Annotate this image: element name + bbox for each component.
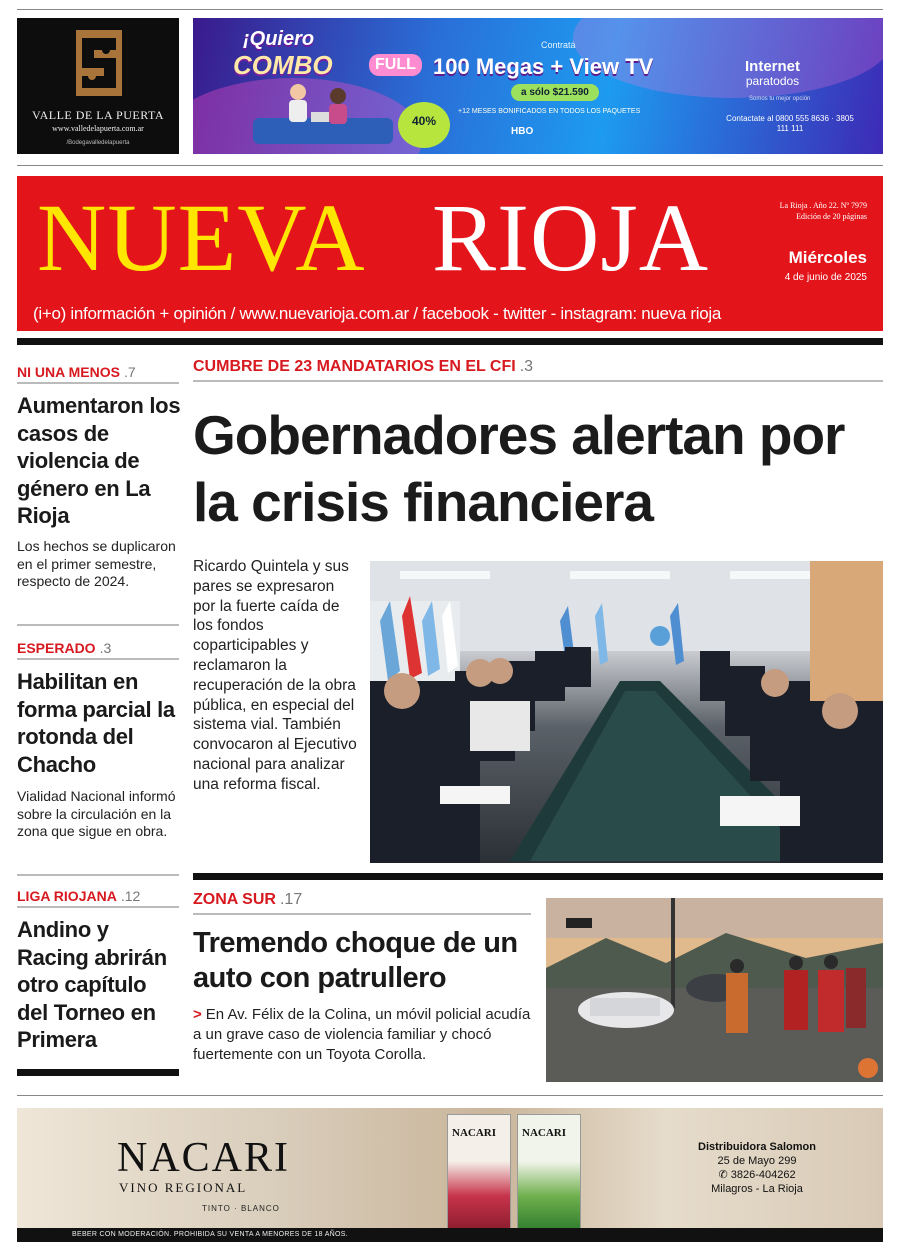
ad-contrata: Contratá <box>541 40 576 50</box>
kicker-rule <box>17 382 179 384</box>
kicker-rule <box>193 380 883 382</box>
people-on-couch-illustration <box>253 78 393 144</box>
main-kicker[interactable] <box>193 358 533 376</box>
kicker-text: NI UNA MENOS <box>17 364 120 380</box>
masthead-title-right: RIOJA <box>432 184 710 291</box>
valle-name: VALLE DE LA PUERTA <box>31 108 165 122</box>
distributor-info <box>657 1140 857 1196</box>
whatsapp-icon: ✆ <box>718 1169 728 1181</box>
rule <box>17 165 883 166</box>
section-bar <box>193 873 883 880</box>
edition-line-2: Edición de 20 páginas <box>796 212 867 221</box>
ad-full-badge: FULL <box>369 54 422 76</box>
section-rule <box>17 874 179 876</box>
red-wine-box <box>447 1114 511 1232</box>
masthead-tagline[interactable]: (i+o) información + opinión / www.nuevarioja.com.ar / facebook - twitter - instagram: nueva rioja <box>33 304 722 323</box>
masthead-title-left: NUEVA <box>37 184 366 291</box>
nacari-variety: TINTO · BLANCO <box>202 1204 280 1213</box>
rule <box>17 1095 883 1096</box>
nacari-wine-ad[interactable] <box>17 1108 883 1242</box>
ad-brand <box>745 60 800 88</box>
meeting-photo-icon <box>370 561 883 863</box>
ad-discount-badge: 40% <box>398 102 450 148</box>
kicker-page: .3 <box>99 640 112 656</box>
phone-number: 3826-404262 <box>730 1169 796 1181</box>
ad-combo: COMBO <box>233 50 333 80</box>
sur-kicker[interactable] <box>193 891 302 909</box>
kicker-rule <box>17 658 179 660</box>
white-wine-box <box>517 1114 581 1232</box>
kicker-text: LIGA RIOJANA <box>17 888 117 904</box>
kicker-page: .7 <box>123 364 136 380</box>
kicker-page: .17 <box>279 891 303 908</box>
main-headline[interactable]: Gobernadores alertan por la crisis financiera <box>193 404 845 533</box>
ad-brand-name: Internet <box>745 58 801 75</box>
side-headline-3[interactable]: Andino y Racing abrirán otro capítulo del Torneo en Primera <box>17 917 167 1052</box>
governors-meeting-photo[interactable] <box>370 561 883 863</box>
internet-combo-ad[interactable] <box>193 18 883 154</box>
top-rule <box>17 9 883 10</box>
legal-notice: BEBER CON MODERACIÓN. PROHIBIDA SU VENTA A MENORES DE 18 AÑOS. <box>17 1228 883 1242</box>
valle-social: /Bodegavalledelapuerta <box>66 140 130 146</box>
side-bottom-bar <box>17 1069 179 1076</box>
side-kicker-1[interactable] <box>17 364 136 380</box>
side-kicker-2[interactable] <box>17 640 111 656</box>
nacari-brand: NACARI <box>117 1135 291 1181</box>
kicker-page: .3 <box>519 358 534 375</box>
edition-date: 4 de junio de 2025 <box>784 272 867 283</box>
kicker-page: .12 <box>120 888 141 904</box>
kicker-rule <box>193 913 531 915</box>
valle-web: www.valledelapuerta.com.ar <box>52 124 144 133</box>
side-headline-1[interactable]: Aumentaron los casos de violencia de género en La Rioja <box>17 393 181 528</box>
nacari-sub: VINO REGIONAL <box>119 1180 248 1195</box>
crash-photo-icon <box>546 898 883 1082</box>
edition-day: Miércoles <box>788 248 867 267</box>
ad-months: +12 MESES BONIFICADOS EN TODOS LOS PAQUETES <box>458 108 641 115</box>
main-lead: Ricardo Quintela y sus pares se expresaron por la fuerte caída de los fondos coparticipables y reclamaron la recuperación de la obra pública, en especial del sistema vial. También convocaron al Ejecutivo nacional para analizar una reforma fiscal. <box>193 558 357 793</box>
edition-line-1: La Rioja . Año 22. Nº 7979 <box>779 201 867 210</box>
ad-price: a sólo $21.590 <box>511 84 599 101</box>
valle-de-la-puerta-ad[interactable] <box>17 18 179 154</box>
masthead <box>17 176 883 331</box>
distributor-phone <box>657 1168 857 1182</box>
sur-headline[interactable]: Tremendo choque de un auto con patrullero <box>193 927 518 994</box>
crash-scene-photo[interactable] <box>546 898 883 1082</box>
section-rule <box>17 624 179 626</box>
ad-offer: 100 Megas + View TV <box>433 54 654 79</box>
side-kicker-3[interactable] <box>17 888 140 904</box>
distributor-address: 25 de Mayo 299 <box>717 1155 797 1167</box>
kicker-rule <box>17 906 179 908</box>
sur-lead-text: En Av. Félix de la Colina, un móvil policial acudía a un grave caso de violencia familiar y chocó fuertemente con un Toyota Corolla. <box>193 1006 531 1063</box>
masthead-bar <box>17 338 883 345</box>
box-label: NACARI <box>522 1127 566 1139</box>
ad-tag: Somos tu mejor opción <box>749 96 811 102</box>
ad-brand-sub: paratodos <box>745 74 800 88</box>
kicker-text: ZONA SUR <box>193 891 276 908</box>
ad-contact: Contactate al 0800 555 8636 · 3805 111 111 <box>726 114 854 133</box>
side-headline-2[interactable]: Habilitan en forma parcial la rotonda del Chacho <box>17 669 175 777</box>
distributor-name: Distribuidora Salomon <box>698 1141 816 1153</box>
sur-lead <box>193 1005 538 1065</box>
side-text-2: Vialidad Nacional informó sobre la circulación en la zona que sigue en obra. <box>17 788 176 840</box>
edition-info <box>780 200 867 222</box>
arrow-icon: > <box>193 1006 202 1023</box>
ad-quiero: ¡Quiero <box>243 28 315 50</box>
box-label: NACARI <box>452 1127 496 1139</box>
kicker-text: ESPERADO <box>17 640 96 656</box>
side-text-1: Los hechos se duplicaron en el primer semestre, respecto de 2024. <box>17 538 176 590</box>
ad-channels: HBO <box>511 126 534 137</box>
kicker-text: CUMBRE DE 23 MANDATARIOS EN EL CFI <box>193 358 516 375</box>
distributor-city: Milagros - La Rioja <box>711 1183 803 1195</box>
winery-logo-icon <box>72 28 126 98</box>
